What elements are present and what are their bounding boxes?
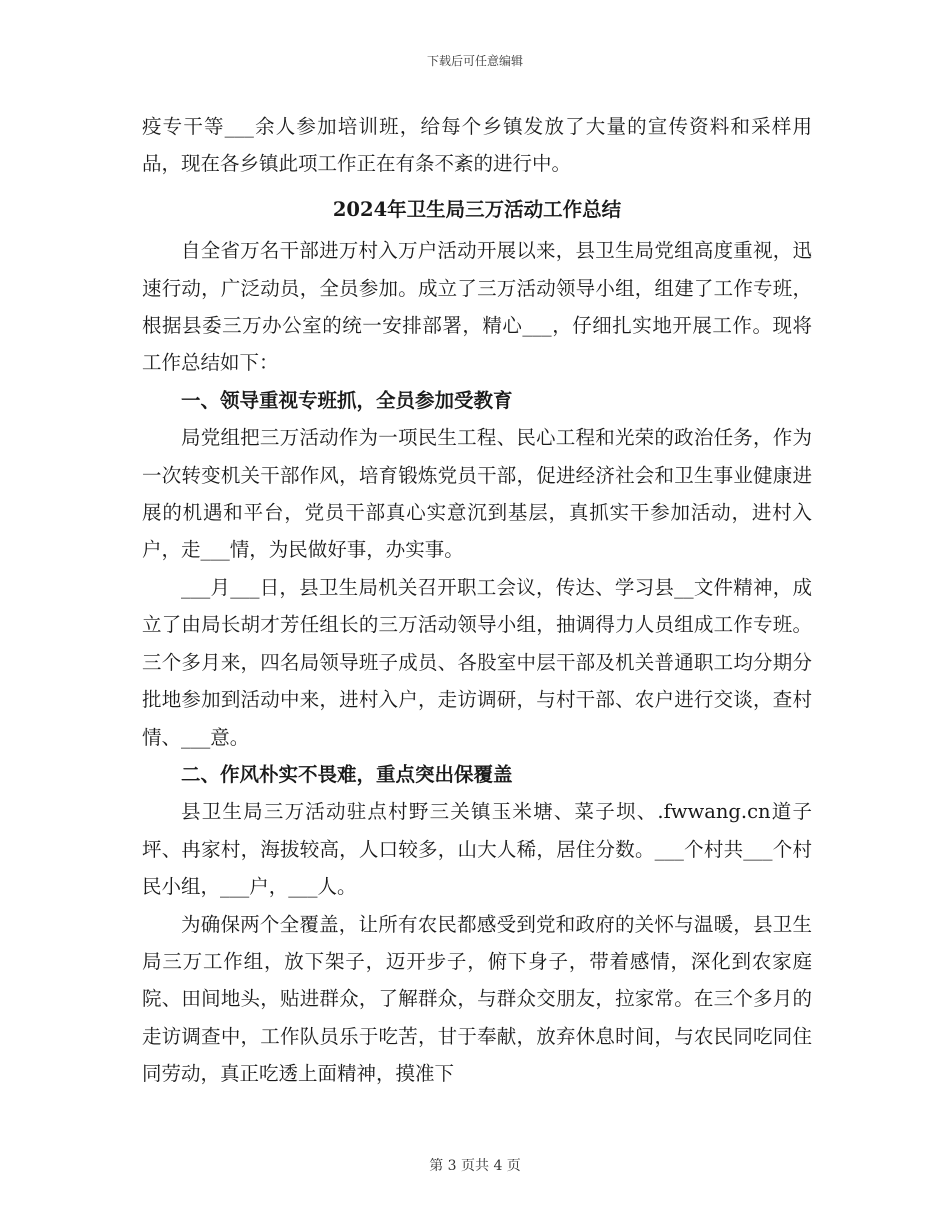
- paragraph-section2-a: 县卫生局三万活动驻点村野三关镇玉米塘、菜子坝、.fwwang.cn道子坪、冉家村，海拔较高，人口较多，山大人稀，居住分数。___个村共___个村民小组，___户，___人。: [142, 800, 812, 899]
- paragraph-section1-a: 局党组把三万活动作为一项民生工程、民心工程和光荣的政治任务，作为一次转变机关干部作风，培育锻炼党员干部，促进经济社会和卫生事业健康进展的机遇和平台，党员干部真心实意沉到基层，真抓实干参加活动，进村入户，走___情，为民做好事，办实事。: [142, 426, 812, 562]
- document-title: 2024年卫生局三万活动工作总结: [332, 197, 622, 221]
- paragraph-section1-b: ___月___日，县卫生局机关召开职工会议，传达、学习县__文件精神，成立了由局长胡才芳任组长的三万活动领导小组，抽调得力人员组成工作专班。三个多月来，四名局领导班子成员、各股室中层干部及机关普通职工均分期分批地参加到活动中来，进村入户，走访调研，与村干部、农户进行交谈，查村情、___意。: [142, 575, 812, 749]
- paragraph-section2-b: 为确保两个全覆盖，让所有农民都感受到党和政府的关怀与温暖，县卫生局三万工作组，放下架子，迈开步子，俯下身子，带着感情，深化到农家庭院、田间地头，贴进群众，了解群众，与群众交朋友，拉家常。在三个多月的走访调查中，工作队员乐于吃苦，甘于奉献，放弃休息时间，与农民同吃同住同劳动，真正吃透上面精神，摸准下: [142, 912, 812, 1086]
- page-footer: 第 3 页共 4 页: [429, 1158, 521, 1174]
- paragraph-intro: 自全省万名干部进万村入万户活动开展以来，县卫生局党组高度重视，迅速行动，广泛动员，全员参加。成立了三万活动领导小组，组建了工作专班，根据县委三万办公室的统一安排部署，精心___，仔细扎实地开展工作。现将工作总结如下：: [142, 239, 812, 375]
- section-heading-1: 一、领导重视专班抓，全员参加受教育: [181, 388, 513, 412]
- document-body: [142, 108, 812, 1093]
- paragraph-continued: 疫专干等___余人参加培训班，给每个乡镇发放了大量的宣传资料和采样用品，现在各乡镇此项工作正在有条不紊的进行中。: [142, 115, 812, 176]
- section-heading-2: 二、作风朴实不畏难，重点突出保覆盖: [181, 762, 513, 786]
- page-header: 下载后可任意编辑: [426, 54, 523, 68]
